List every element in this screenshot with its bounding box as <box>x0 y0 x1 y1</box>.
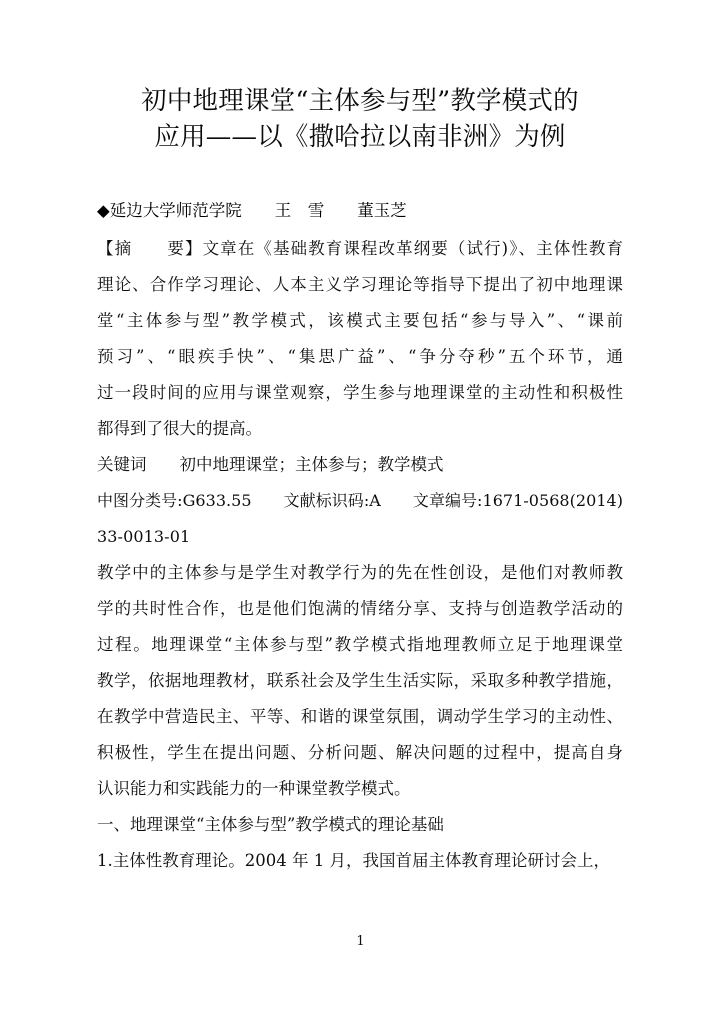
body-line: 学的共时性合作，也是他们饱满的情绪分享、支持与创造教学活动的 <box>97 599 625 618</box>
keywords-paragraph <box>97 447 623 483</box>
article-title-line-2: 应用——以《撒哈拉以南非洲》为例 <box>154 122 566 152</box>
abstract-line: 堂“主体参与型”教学模式，该模式主要包括“参与导入”、“课前 <box>97 311 626 330</box>
abstract-paragraph <box>97 231 626 447</box>
page-content <box>97 0 626 879</box>
body-paragraph <box>97 555 623 807</box>
abstract-line: 都得到了很大的提高。 <box>97 419 262 438</box>
abstract-line: 预习”、“眼疾手快”、“集思广益”、“争分夺秒”五个环节，通 <box>97 347 626 366</box>
article-title-line-1: 初中地理课堂“主体参与型”教学模式的 <box>141 86 579 116</box>
body-line: 认识能力和实践能力的一种课堂教学模式。 <box>97 779 411 798</box>
article-title <box>97 83 623 155</box>
abstract-line: 理论、合作学习理论、人本主义学习理论等指导下提出了初中地理课 <box>97 275 625 294</box>
classification-paragraph <box>97 483 623 555</box>
abstract-line: 【摘 要】文章在《基础教育课程改革纲要（试行)》、主体性教育 <box>97 239 625 258</box>
body-line: 过程。地理课堂“主体参与型”教学模式指地理教师立足于地理课堂 <box>97 635 625 654</box>
numbered-item-paragraph <box>97 843 623 879</box>
abstract-line: 过一段时间的应用与课堂观察，学生参与地理课堂的主动性和积极性 <box>97 383 625 402</box>
body-line: 积极性，学生在提出问题、分析问题、解决问题的过程中，提高自身 <box>97 743 625 762</box>
numbered-item-line: 1.主体性教育理论。2004 年 1 月，我国首届主体教育理论研讨会上， <box>97 851 610 870</box>
classification-line: 33-0013-01 <box>97 527 191 546</box>
classification-line: 中图分类号:G633.55 文献标识码:A 文章编号:1671-0568(2014) <box>97 491 624 510</box>
section-heading-paragraph <box>97 807 623 843</box>
body-line: 教学中的主体参与是学生对教学行为的先在性创设，是他们对教师教 <box>97 563 625 582</box>
author-affiliation-line: ◆延边大学师范学院 王 雪 董玉芝 <box>97 201 407 220</box>
body-line: 在教学中营造民主、平等、和谐的课堂氛围，调动学生学习的主动性、 <box>97 707 624 726</box>
body-line: 教学，依据地理教材，联系社会及学生生活实际，采取多种教学措施， <box>97 671 624 690</box>
section-heading: 一、地理课堂“主体参与型”教学模式的理论基础 <box>97 815 444 834</box>
keywords-line: 关键词 初中地理课堂；主体参与；教学模式 <box>97 455 444 474</box>
page-number: 1 <box>356 934 365 949</box>
